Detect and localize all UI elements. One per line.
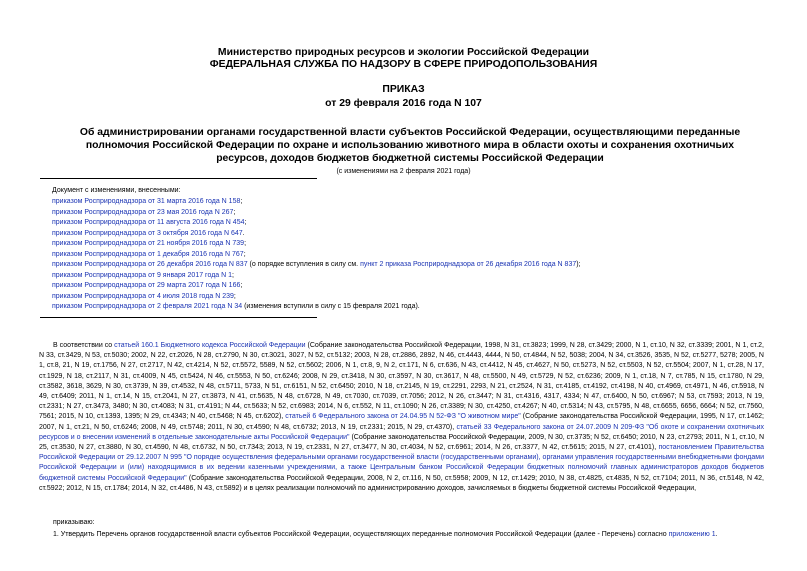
amendment-item — [52, 229, 245, 238]
citation-text-3: (Собрание законодательства Российской Федерации, 2009, N 30, ст.3735; N 52, ст.6450; 2010, N 23, ст.2793; 2011, N 1, ст.10, N 25, ст.3530, N 27, ст.3880, N 30, ст.4590, N 48, ст.6732, N 50, ст.7343; 2013, N 19, ст.2331, N 27, ст.3477, N 30, ст.4034, N 52, ст.6961; 2014, N 26, ст.3377, N 42, ст.5615; 2015, N 27, ст.4101), — [39, 433, 765, 452]
amendment-tail: ; — [243, 250, 246, 258]
amendment-link[interactable]: приказом Росприроднадзора от 1 декабря 2016 года N 767 — [52, 250, 244, 258]
amendment-tail: ; — [233, 292, 236, 300]
amendment-tail: ; — [240, 282, 243, 289]
order-word: приказываю: — [53, 519, 95, 526]
wildlife-law-link[interactable]: статьей 6 Федерального закона от 24.04.95 N 52-ФЗ "О животном мире" — [285, 413, 521, 421]
citation-text-1: (Собрание законодательства Российской Федерации, 1998, N 31, ст.3823; 1999, N 28, ст.3429; 2000, N 1, ст.10, N 32, ст.3339; 2001, N 1, ст.2, N 33, ст.3429, N 53, ст.5030; 2002, N 22, ст.2026, N 28, ст.2790, N 30, ст.3021, 3027, N 52, ст.5132; 2003, N 28, ст.2886, 2892, N 46, ст.4443, 4444, N 50, ст.4844, N 52, 5038; 2004, N 34, ст.3526, 3535, N 52, ст.5277, 5278; 2005, N 1, ст.8, 21, N 19, ст.1756, N 27, ст.2717, N 42, ст.4214, N 52, ст.5572, 5589, N 52, ст.5602; 2006, N 1, ст.8, 9, N 2, ст.171, N 6, ст.636, N 43, ст.4412, N 45, ст.4627, N 50, ст.5273, N 52, ст.5503, N 52, ст.5504; 2007, N 1, ст.28, N 17, ст.1929, N 18, ст.2117, N 31, ст.4009, N 45, ст.5424, N 46, ст.5553, N 50, ст.6246; 2008, N 29, ст.3418, N 30, ст.3597, N 30, ст.3617, N 48, ст.5500, N 49, ст.5729, N 52, ст.6236; 2009, N 1, ст.18, N 7, ст.785, N 15, ст.1780, N 29, ст.3582, 3618, 3629, N 30, ст.3739, N 39, ст.4532, N 48, ст.5711, 5733, N 51, ст.6151, N 52, ст.6450; 2010, N 18, ст.2145, N 19, ст.2291, 2293, N 21, ст.2524, N 31, ст.4185, ст.4192, ст.4198, N 40, ст.4969, ст.4971, N 46, ст.5918, N 49, ст.6409; 2011, N 1, ст.14, N 15, ст.2041, N 27, ст.3873, N 41, ст.5635, N 48, ст.6728, N 49, ст.7030, ст.7039, ст.7056; 2012, N 26, ст.3447; N 31, ст.4316, 4317, 4334; N 47, ст.6400, N 50, ст.6967; N 53, ст.7593; 2013, N 19, ст.2331; N 27, ст.3473, 3480; N 30, ст.4083; N 31, ст.4191; N 44, ст.5633; N 52, ст.6983; 2014, N 6, ст.552, N 11, ст.1090; N 26, ст.3389; N 30, ст.4250, ст.4267; N 40, ст.5314; N 43, ст.5795, N 48, ст.6655, 6656, 6664; N 52, ст.7560, 7561; 2015, N 10, ст.1393, 1395; N 29, ст.4343; N 40, ст.5468; N 45, ст.6202), — [39, 342, 764, 421]
item-1-end: . — [715, 531, 718, 538]
amendment-item — [52, 208, 235, 217]
amendment-link[interactable]: приказом Росприроднадзора от 9 января 2017 года N 1 — [52, 271, 233, 279]
budget-code-link[interactable]: статьей 160.1 Бюджетного кодекса Российской Федерации — [114, 342, 306, 349]
amendment-item — [52, 302, 420, 311]
amendment-tail: ; — [232, 271, 234, 279]
item-1-paragraph — [53, 530, 718, 539]
appendix-1-link[interactable]: приложению 1 — [668, 531, 716, 538]
amendment-link[interactable]: приказом Росприроднадзора от 26 декабря 2016 года N 837 — [52, 261, 248, 268]
amendment-tail: (изменения вступили в силу с 15 февраля 2021 года). — [242, 303, 420, 310]
preamble-paragraph — [39, 341, 764, 494]
amendment-link[interactable]: приказом Росприроднадзора от 29 марта 2017 года N 166 — [52, 282, 241, 289]
amendment-item — [52, 281, 242, 290]
citation-text-4: (Собрание законодательства Российской Федерации, 2008, N 2, ст.116, N 50, ст.5958; 2009, N 12, ст.1429; 2010, N 38, ст.4825, ст.4835, N 52, ст.7104; 2011, N 36, ст.5148, N 42, ст.5922; 2012, N 15, ст.1784; 2014, N 32, ст.4486, N 43, ст.5892) и в целях реализации полномочий по администрированию доходов, зачисляемых в бюджеты бюджетной системы Российской Федерации, — [39, 474, 764, 492]
amendment-tail: ; — [233, 208, 236, 216]
amendment-tail: . — [242, 229, 245, 237]
amendment-link[interactable]: приказом Росприроднадзора от 11 августа 2016 года N 454 — [52, 219, 245, 226]
amendment-tail: ; — [240, 198, 243, 205]
amendments-caption: Документ с изменениями, внесенными: — [52, 187, 181, 194]
revision-note: (с изменениями на 2 февраля 2021 года) — [336, 168, 471, 175]
amendment-note: (о порядке вступления в силу см. — [247, 261, 361, 268]
amendment-link[interactable]: приказом Росприроднадзора от 23 мая 2016 года N 267 — [52, 208, 234, 216]
amendment-item — [52, 250, 246, 259]
item-1-text: 1. Утвердить Перечень органов государственной власти субъектов Российской Федерации, осуществляющих переданные полномочия Российской Федерации (далее - Перечень) согласно — [53, 531, 669, 538]
hunting-law-link[interactable]: статьей 33 Федерального закона от 24.07.2009 N 209-ФЗ "Об охоте и сохранении охотничьих ресурсов и о внесении изменений в отдельные законодательные акты Российской Федерации" — [39, 423, 765, 441]
amendment-effective-link[interactable]: пункт 2 приказа Росприроднадзора от 26 декабря 2016 года N 837 — [360, 261, 577, 268]
amendment-item — [52, 292, 236, 301]
amendment-link[interactable]: приказом Росприроднадзора от 2 февраля 2021 года N 34 — [52, 303, 243, 310]
amendment-link[interactable]: приказом Росприроднадзора от 4 июля 2018 года N 239 — [52, 292, 234, 300]
amendment-item — [52, 218, 246, 227]
amendment-tail: ); — [576, 261, 581, 268]
amendment-item — [52, 260, 581, 269]
service-name: ФЕДЕРАЛЬНАЯ СЛУЖБА ПО НАДЗОРУ В СФЕРЕ ПРИРОДОПОЛЬЗОВАНИЯ — [209, 59, 598, 70]
doc-type: ПРИКАЗ — [382, 84, 425, 95]
main-text — [39, 341, 764, 494]
amendment-item — [52, 197, 242, 206]
amendment-item — [52, 239, 246, 248]
doc-date: от 29 февраля 2016 года N 107 — [325, 98, 482, 109]
amendment-item — [52, 271, 234, 280]
amendment-tail: ; — [244, 240, 247, 247]
page-title: Об администрировании органами государственной власти субъектов Российской Федерации, осуществляющими переданные полномочия Российской Федерации по охране и использованию животного мира в области охоты и сохранения охотничьих ресурсов, доходов бюджетов бюджетной системы Российской Федерации — [79, 127, 741, 164]
government-decree-link[interactable]: постановлением Правительства Российской Федерации от 29.12.2007 N 995 "О порядке осуществления федеральными органами государственной власти (государственными органами), органами управления государственными внебюджетными фондами Российской Федерации и (или) находящимися в их ведении казенными учреждениями, а также Центральным банком Российской Федерации бюджетных полномочий главных администраторов доходов бюджетов бюджетной системы Российской Федерации" — [39, 444, 764, 482]
ministry-name: Министерство природных ресурсов и экологии Российской Федерации — [217, 47, 590, 58]
amendment-link[interactable]: приказом Росприроднадзора от 21 ноября 2016 года N 739 — [52, 240, 245, 247]
preamble-start: В соответствии со — [53, 342, 115, 349]
amendment-link[interactable]: приказом Росприроднадзора от 31 марта 2016 года N 158 — [52, 198, 241, 205]
amendment-link[interactable]: приказом Росприроднадзора от 3 октября 2016 года N 647 — [52, 229, 243, 237]
citation-text-2: (Собрание законодательства Российской Федерации, 1995, N 17, ст.1462; 2007, N 1, ст.21, N 50, ст.6246; 2008, N 49, ст.5748; 2011, N 30, ст.4590; N 48, ст.6732; 2013, N 19, ст.2331; 2015, N 29, ст.4370), — [39, 413, 764, 431]
amendment-tail: ; — [244, 219, 247, 226]
